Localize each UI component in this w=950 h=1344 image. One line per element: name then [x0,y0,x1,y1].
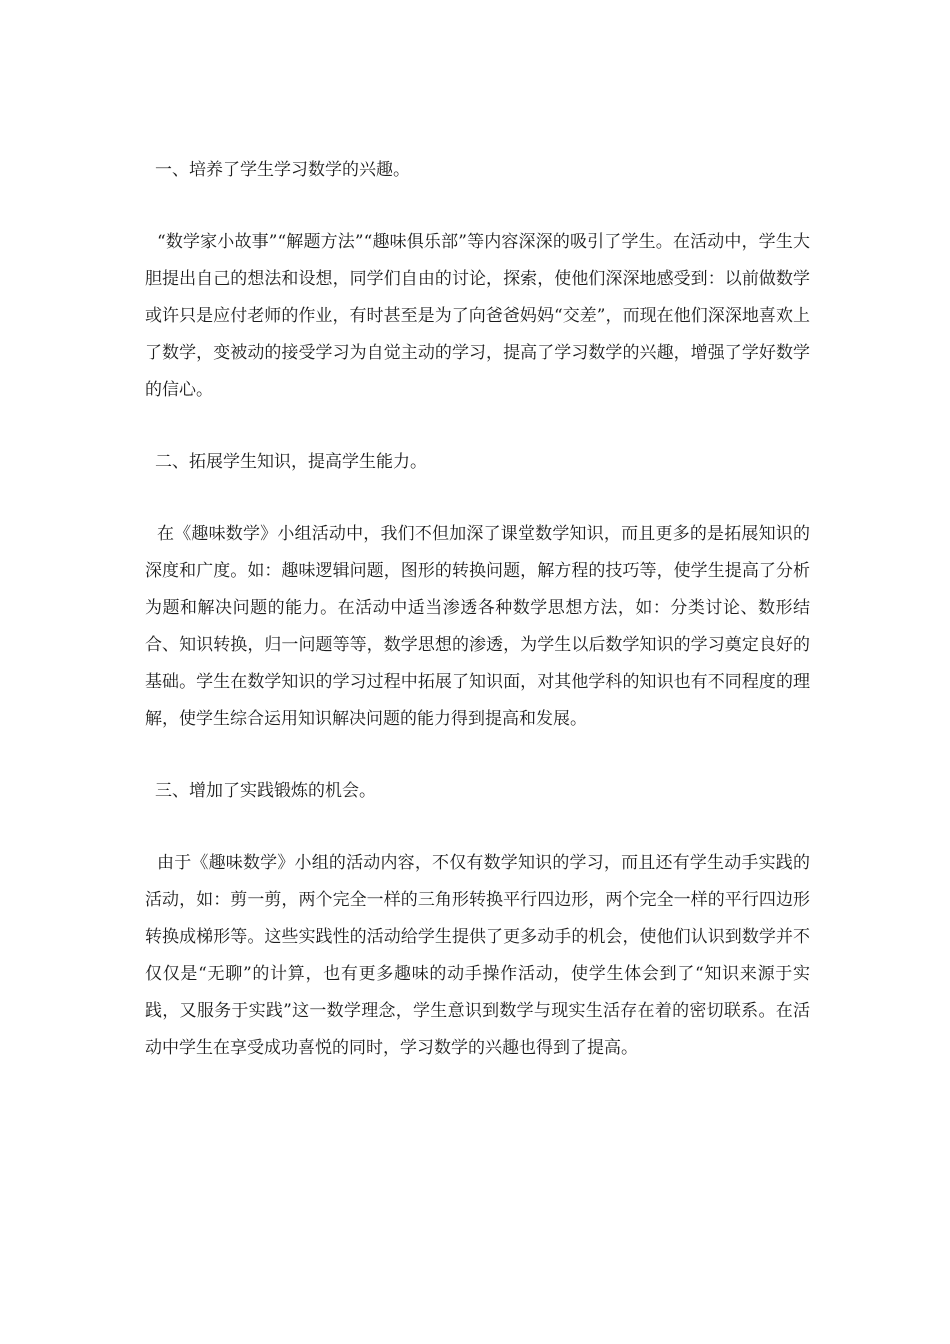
section-heading: 二、拓展学生知识，提高学生能力。 [155,452,427,472]
section-heading: 三、增加了实践锻炼的机会。 [155,781,376,801]
document-body [145,152,810,1067]
section-1 [145,152,810,409]
section-paragraph: 由于《趣味数学》小组的活动内容，不仅有数学知识的学习，而且还有学生动手实践的活动，如：剪一剪，两个完全一样的三角形转换平行四边形，两个完全一样的平行四边形转换成梯形等。这些实践性的活动给学生提供了更多动手的机会，使他们认识到数学并不仅仅是“无聊”的计算，也有更多趣味的动手操作活动，使学生体会到了“知识来源于实践，又服务于实践”这一数学理念，学生意识到数学与现实生活存在着的密切联系。在活动中学生在享受成功喜悦的同时，学习数学的兴趣也得到了提高。 [145,853,810,1058]
spacer [145,481,810,516]
section-paragraph: “数学家小故事”“解题方法”“趣味俱乐部”等内容深深的吸引了学生。在活动中，学生大胆提出自己的想法和设想，同学们自由的讨论，探索，使他们深深地感受到：以前做数学或许只是应付老师的作业，有时甚至是为了向爸爸妈妈“交差”，而现在他们深深地喜欢上了数学，变被动的接受学习为自觉主动的学习，提高了学习数学的兴趣，增强了学好数学的信心。 [145,232,810,400]
section-heading: 一、培养了学生学习数学的兴趣。 [155,160,410,180]
spacer [145,738,810,773]
spacer [145,189,810,224]
section-paragraph: 在《趣味数学》小组活动中，我们不但加深了课堂数学知识，而且更多的是拓展知识的深度和广度。如：趣味逻辑问题，图形的转换问题，解方程的技巧等，使学生提高了分析为题和解决问题的能力。在活动中适当渗透各种数学思想方法，如：分类讨论、数形结合、知识转换，归一问题等等，数学思想的渗透，为学生以后数学知识的学习奠定良好的基础。学生在数学知识的学习过程中拓展了知识面，对其他学科的知识也有不同程度的理解，使学生综合运用知识解决问题的能力得到提高和发展。 [145,524,810,729]
spacer [145,409,810,444]
section-2 [145,444,810,738]
spacer [145,810,810,845]
section-3 [145,773,810,1067]
